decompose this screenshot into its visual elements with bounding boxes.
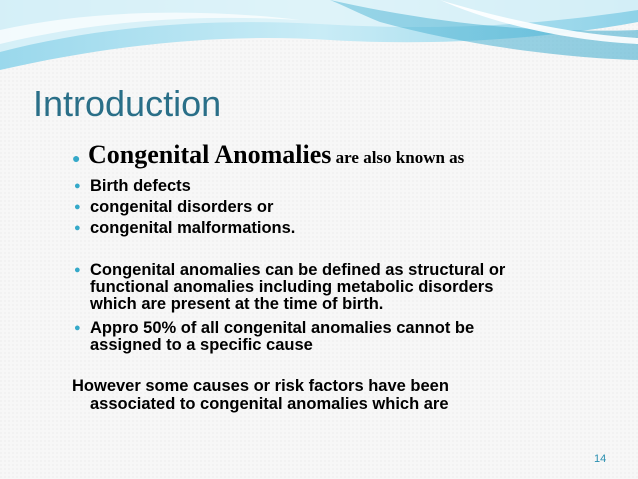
page-number: 14 bbox=[594, 453, 607, 465]
point-line: functional anomalies including metabolic disorders bbox=[90, 278, 494, 296]
point-line: which are present at the time of birth. bbox=[90, 295, 384, 313]
point-line: assigned to a specific cause bbox=[90, 336, 313, 354]
intro-heading bbox=[88, 141, 464, 169]
bullet-icon: ● bbox=[74, 264, 81, 276]
heading-rest: are also known as bbox=[331, 148, 465, 167]
closing-line: associated to congenital anomalies which are bbox=[90, 395, 449, 413]
closing-line: However some causes or risk factors have been bbox=[72, 377, 449, 395]
synonym-item: congenital malformations. bbox=[90, 219, 296, 237]
bullet-icon: ● bbox=[74, 201, 81, 213]
bullet-icon: ● bbox=[74, 180, 81, 192]
point-line: Congenital anomalies can be defined as structural or bbox=[90, 261, 506, 279]
synonym-item: Birth defects bbox=[90, 177, 191, 195]
synonym-item: congenital disorders or bbox=[90, 198, 274, 216]
point-line: Appro 50% of all congenital anomalies cannot be bbox=[90, 319, 475, 337]
bullet-icon: ● bbox=[72, 150, 81, 166]
bullet-icon: ● bbox=[74, 222, 81, 234]
heading-bold: Congenital Anomalies bbox=[88, 140, 332, 169]
slide-title: Introduction bbox=[33, 83, 222, 124]
bullet-icon: ● bbox=[74, 322, 81, 334]
